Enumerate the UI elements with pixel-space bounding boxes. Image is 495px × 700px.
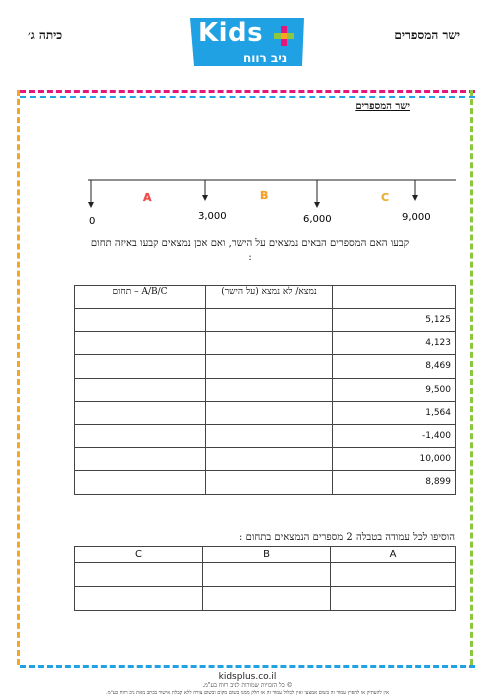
number-cell: 4,123 bbox=[333, 332, 456, 355]
found-cell[interactable] bbox=[206, 355, 333, 378]
site-url: kidsplus.co.il bbox=[218, 672, 277, 682]
frame-top-inner-border bbox=[20, 96, 475, 98]
tick-arrow-6000 bbox=[314, 180, 320, 208]
copyright-line: © כל הזכויות שמורות לניב רווח בע"מ. bbox=[202, 682, 293, 689]
range-cell[interactable] bbox=[75, 309, 206, 332]
table-header-row bbox=[75, 547, 456, 563]
ranges-table bbox=[74, 546, 456, 611]
number-cell: 10,000 bbox=[333, 448, 456, 471]
found-cell[interactable] bbox=[206, 309, 333, 332]
topic-header: ישר המספרים bbox=[394, 28, 460, 42]
number-cell: 8,899 bbox=[333, 471, 456, 494]
found-cell[interactable] bbox=[206, 401, 333, 424]
number-cell: 5,125 bbox=[333, 309, 456, 332]
table-row bbox=[75, 471, 456, 494]
segment-label-b: B bbox=[260, 189, 269, 202]
table-row bbox=[75, 424, 456, 447]
answer-cell-a[interactable] bbox=[331, 587, 456, 611]
table-row bbox=[75, 378, 456, 401]
column-c-header: C bbox=[75, 547, 203, 563]
table-row bbox=[75, 587, 456, 611]
column-a-header: A bbox=[331, 547, 456, 563]
found-cell[interactable] bbox=[206, 332, 333, 355]
answer-cell-c[interactable] bbox=[75, 587, 203, 611]
logo-word: Kids bbox=[198, 18, 264, 48]
numbers-table bbox=[74, 285, 456, 495]
frame-right-border bbox=[470, 90, 473, 665]
frame-bottom-border bbox=[20, 665, 475, 668]
range-header: תחום – A/B/C bbox=[75, 286, 206, 309]
number-cell: 8,469 bbox=[333, 355, 456, 378]
range-cell[interactable] bbox=[75, 424, 206, 447]
number-line bbox=[60, 172, 460, 232]
frame-top-border bbox=[20, 90, 475, 93]
found-cell[interactable] bbox=[206, 448, 333, 471]
found-cell[interactable] bbox=[206, 378, 333, 401]
section-title: ישר המספרים bbox=[355, 101, 410, 112]
answer-cell-b[interactable] bbox=[203, 587, 331, 611]
answer-cell-a[interactable] bbox=[331, 563, 456, 587]
table-row bbox=[75, 332, 456, 355]
found-cell[interactable] bbox=[206, 424, 333, 447]
range-cell[interactable] bbox=[75, 401, 206, 424]
table-row bbox=[75, 563, 456, 587]
table-row bbox=[75, 448, 456, 471]
grade-label: כיתה ג׳ bbox=[28, 28, 63, 42]
tick-arrow-9000 bbox=[412, 180, 418, 201]
range-cell[interactable] bbox=[75, 448, 206, 471]
table-row bbox=[75, 401, 456, 424]
logo-subtitle: ניב רווח bbox=[243, 51, 288, 65]
number-cell: 9,500 bbox=[333, 378, 456, 401]
question-2: הוסיפו לכל עמודה בטבלה 2 מספרים הנמצאים בתחום : bbox=[239, 532, 455, 543]
range-cell[interactable] bbox=[75, 355, 206, 378]
tick-label-9000: 9,000 bbox=[402, 212, 431, 223]
question-1: קבעו האם המספרים הבאים נמצאים על הישר, ואם אכן נמצאים קבעו באיזה תחום : bbox=[90, 238, 410, 263]
answer-cell-c[interactable] bbox=[75, 563, 203, 587]
found-cell[interactable] bbox=[206, 471, 333, 494]
table-row bbox=[75, 309, 456, 332]
found-header: נמצא/ לא נמצא (על הישר) bbox=[206, 286, 333, 309]
tick-arrow-0 bbox=[88, 180, 94, 208]
column-b-header: B bbox=[203, 547, 331, 563]
tick-label-0: 0 bbox=[89, 216, 96, 227]
number-cell: 1,564 bbox=[333, 401, 456, 424]
segment-label-c: C bbox=[381, 191, 390, 204]
table-header-row bbox=[75, 286, 456, 309]
range-cell[interactable] bbox=[75, 332, 206, 355]
segment-label-a: A bbox=[143, 191, 152, 204]
table-row bbox=[75, 355, 456, 378]
range-cell[interactable] bbox=[75, 471, 206, 494]
range-cell[interactable] bbox=[75, 378, 206, 401]
tick-arrow-3000 bbox=[202, 180, 208, 201]
answer-cell-b[interactable] bbox=[203, 563, 331, 587]
frame-left-border bbox=[17, 90, 20, 665]
tick-label-3000: 3,000 bbox=[198, 211, 227, 222]
tick-label-6000: 6,000 bbox=[303, 214, 332, 225]
number-cell: -1,400 bbox=[333, 424, 456, 447]
number-header bbox=[333, 286, 456, 309]
legal-notice: אין להעתיק או להפיץ עמוד זה בשום אמצעי ואין לכלול עמוד זה או חלק ממנו בשום מקום ובשום צורה ללא קבלת אישור בכתב מאת ניב רווח בע"מ. bbox=[105, 690, 389, 696]
